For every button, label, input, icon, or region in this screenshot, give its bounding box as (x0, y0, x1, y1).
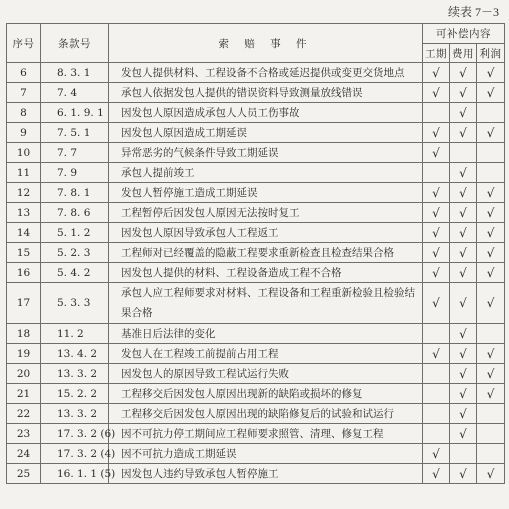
table-row (7, 283, 505, 324)
row-period-mark (423, 243, 450, 263)
row-event: 因发包人原因造成承包人人员工伤事故 (109, 103, 423, 123)
row-period-mark (423, 384, 450, 404)
table-row (7, 324, 505, 344)
row-cost-mark (450, 203, 477, 223)
check-mark-icon: √ (432, 245, 440, 260)
row-clause: 5. 2. 3 (41, 243, 109, 263)
row-profit-mark (477, 404, 505, 424)
row-profit-mark (477, 444, 505, 464)
table-row (7, 404, 505, 424)
check-mark-icon: √ (459, 386, 467, 401)
table-row (7, 464, 505, 484)
header-compensable: 可补偿内容 (423, 24, 505, 44)
row-number: 11 (7, 163, 41, 183)
row-clause: 5. 3. 3 (41, 283, 109, 324)
check-mark-icon: √ (459, 466, 467, 481)
table-row (7, 223, 505, 243)
row-number: 20 (7, 364, 41, 384)
table-row (7, 424, 505, 444)
row-number: 13 (7, 203, 41, 223)
check-mark-icon: √ (459, 326, 467, 341)
check-mark-icon: √ (432, 205, 440, 220)
row-event: 发包人提供材料、工程设备不合格或延迟提供或变更交货地点 (109, 63, 423, 83)
row-profit-mark (477, 424, 505, 444)
row-clause: 5. 4. 2 (41, 263, 109, 283)
row-period-mark (423, 324, 450, 344)
row-period-mark (423, 283, 450, 324)
row-cost-mark (450, 384, 477, 404)
check-mark-icon: √ (432, 145, 440, 160)
check-mark-icon: √ (486, 205, 495, 220)
check-mark-icon: √ (486, 225, 495, 240)
check-mark-icon: √ (432, 65, 440, 80)
table-row (7, 364, 505, 384)
row-profit-mark (477, 63, 505, 83)
row-period-mark (423, 364, 450, 384)
check-mark-icon: √ (432, 185, 440, 200)
row-profit-mark (477, 143, 505, 163)
table-row (7, 163, 505, 183)
check-mark-icon: √ (432, 296, 440, 310)
row-cost-mark (450, 63, 477, 83)
row-cost-mark (450, 223, 477, 243)
row-profit-mark (477, 103, 505, 123)
row-event: 因发包人原因导致承包人工程返工 (109, 223, 423, 243)
check-mark-icon: √ (459, 85, 467, 100)
row-period-mark (423, 203, 450, 223)
row-period-mark (423, 63, 450, 83)
row-event: 因发包人原因造成工期延误 (109, 123, 423, 143)
row-period-mark (423, 163, 450, 183)
row-cost-mark (450, 263, 477, 283)
check-mark-icon: √ (459, 125, 467, 140)
row-event: 发包人在工程竣工前提前占用工程 (109, 344, 423, 364)
row-clause: 7. 4 (41, 83, 109, 103)
row-number: 25 (7, 464, 41, 484)
check-mark-icon: √ (486, 466, 495, 481)
row-clause: 13. 3. 2 (41, 404, 109, 424)
check-mark-icon: √ (459, 205, 467, 220)
row-period-mark (423, 223, 450, 243)
row-number: 19 (7, 344, 41, 364)
check-mark-icon: √ (432, 225, 440, 240)
row-cost-mark (450, 324, 477, 344)
table-row (7, 63, 505, 83)
row-profit-mark (477, 324, 505, 344)
check-mark-icon: √ (486, 265, 495, 280)
row-cost-mark (450, 404, 477, 424)
header-event: 索 赔 事 件 (109, 24, 423, 63)
row-profit-mark (477, 283, 505, 324)
row-number: 6 (7, 63, 41, 83)
row-number: 17 (7, 283, 41, 324)
check-mark-icon: √ (486, 125, 495, 140)
check-mark-icon: √ (459, 165, 467, 180)
row-clause: 13. 3. 2 (41, 364, 109, 384)
row-clause: 7. 8. 1 (41, 183, 109, 203)
table-body (7, 63, 505, 484)
check-mark-icon: √ (432, 466, 440, 481)
row-clause: 8. 3. 1 (41, 63, 109, 83)
check-mark-icon: √ (459, 296, 467, 310)
check-mark-icon: √ (459, 105, 467, 120)
row-profit-mark (477, 223, 505, 243)
row-period-mark (423, 123, 450, 143)
row-cost-mark (450, 364, 477, 384)
row-profit-mark (477, 243, 505, 263)
check-mark-icon: √ (486, 346, 495, 361)
row-clause: 16. 1. 1 (5) (41, 464, 109, 484)
row-event: 承包人应工程师要求对材料、工程设备和工程重新检验且检验结果合格 (109, 283, 423, 324)
row-period-mark (423, 143, 450, 163)
row-number: 23 (7, 424, 41, 444)
check-mark-icon: √ (486, 245, 495, 260)
check-mark-icon: √ (459, 406, 467, 421)
header-no: 序号 (7, 24, 41, 63)
row-clause: 7. 5. 1 (41, 123, 109, 143)
row-clause: 5. 1. 2 (41, 223, 109, 243)
row-cost-mark (450, 143, 477, 163)
row-profit-mark (477, 384, 505, 404)
row-clause: 7. 9 (41, 163, 109, 183)
table-caption: 续表 7－3 (447, 5, 499, 19)
row-period-mark (423, 183, 450, 203)
row-period-mark (423, 344, 450, 364)
row-cost-mark (450, 464, 477, 484)
header-period: 工期 (423, 44, 450, 63)
row-number: 16 (7, 263, 41, 283)
row-cost-mark (450, 243, 477, 263)
check-mark-icon: √ (432, 346, 440, 361)
check-mark-icon: √ (459, 225, 467, 240)
row-profit-mark (477, 263, 505, 283)
row-clause: 7. 7 (41, 143, 109, 163)
row-clause: 7. 8. 6 (41, 203, 109, 223)
row-cost-mark (450, 444, 477, 464)
row-event: 因发包人的原因导致工程试运行失败 (109, 364, 423, 384)
check-mark-icon: √ (486, 386, 495, 401)
row-clause: 11. 2 (41, 324, 109, 344)
check-mark-icon: √ (432, 446, 440, 461)
row-event: 因发包人提供的材料、工程设备造成工程不合格 (109, 263, 423, 283)
row-event: 发包人暂停施工造成工期延误 (109, 183, 423, 203)
row-profit-mark (477, 344, 505, 364)
row-profit-mark (477, 364, 505, 384)
table-row (7, 83, 505, 103)
check-mark-icon: √ (432, 265, 440, 280)
check-mark-icon: √ (459, 346, 467, 361)
check-mark-icon: √ (486, 366, 495, 381)
row-number: 15 (7, 243, 41, 263)
check-mark-icon: √ (459, 65, 467, 80)
row-event: 工程移交后因发包人原因出现的缺陷修复后的试验和试运行 (109, 404, 423, 424)
row-clause: 17. 3. 2 (6) (41, 424, 109, 444)
row-profit-mark (477, 203, 505, 223)
row-number: 24 (7, 444, 41, 464)
row-profit-mark (477, 123, 505, 143)
row-number: 9 (7, 123, 41, 143)
row-event: 因发包人违约导致承包人暂停施工 (109, 464, 423, 484)
table-row (7, 123, 505, 143)
row-event: 工程移交后因发包人原因出现新的缺陷或损坏的修复 (109, 384, 423, 404)
row-number: 7 (7, 83, 41, 103)
row-event: 承包人依据发包人提供的错误资料导致测量放线错误 (109, 83, 423, 103)
row-event: 因不可抗力造成工期延误 (109, 444, 423, 464)
check-mark-icon: √ (486, 85, 495, 100)
row-period-mark (423, 83, 450, 103)
check-mark-icon: √ (459, 366, 467, 381)
row-clause: 17. 3. 2 (4) (41, 444, 109, 464)
row-number: 10 (7, 143, 41, 163)
header-clause: 条款号 (41, 24, 109, 63)
row-profit-mark (477, 163, 505, 183)
check-mark-icon: √ (459, 245, 467, 260)
row-cost-mark (450, 283, 477, 324)
check-mark-icon: √ (459, 185, 467, 200)
table-row (7, 263, 505, 283)
row-cost-mark (450, 424, 477, 444)
row-clause: 15. 2. 2 (41, 384, 109, 404)
row-number: 8 (7, 103, 41, 123)
check-mark-icon: √ (486, 185, 495, 200)
row-clause: 13. 4. 2 (41, 344, 109, 364)
table-row (7, 243, 505, 263)
table-row (7, 444, 505, 464)
header-cost: 费用 (450, 44, 477, 63)
row-period-mark (423, 464, 450, 484)
row-period-mark (423, 103, 450, 123)
row-cost-mark (450, 123, 477, 143)
check-mark-icon: √ (486, 296, 495, 310)
row-number: 22 (7, 404, 41, 424)
check-mark-icon: √ (459, 426, 467, 441)
row-cost-mark (450, 103, 477, 123)
row-profit-mark (477, 464, 505, 484)
row-period-mark (423, 444, 450, 464)
row-profit-mark (477, 83, 505, 103)
table-row (7, 203, 505, 223)
row-profit-mark (477, 183, 505, 203)
row-event: 工程师对已经覆盖的隐蔽工程要求重新检查且检查结果合格 (109, 243, 423, 263)
table-row (7, 183, 505, 203)
row-period-mark (423, 404, 450, 424)
check-mark-icon: √ (486, 65, 495, 80)
table-row (7, 103, 505, 123)
row-cost-mark (450, 344, 477, 364)
table-row (7, 344, 505, 364)
table-row (7, 384, 505, 404)
table-row (7, 143, 505, 163)
row-cost-mark (450, 183, 477, 203)
row-clause: 6. 1. 9. 1 (41, 103, 109, 123)
row-event: 工程暂停后因发包人原因无法按时复工 (109, 203, 423, 223)
row-number: 21 (7, 384, 41, 404)
row-period-mark (423, 263, 450, 283)
check-mark-icon: √ (432, 125, 440, 140)
header-profit: 利润 (477, 44, 505, 63)
row-period-mark (423, 424, 450, 444)
row-number: 12 (7, 183, 41, 203)
row-cost-mark (450, 83, 477, 103)
row-event: 基准日后法律的变化 (109, 324, 423, 344)
row-number: 14 (7, 223, 41, 243)
row-event: 异常恶劣的气候条件导致工期延误 (109, 143, 423, 163)
check-mark-icon: √ (432, 85, 440, 100)
row-event: 承包人提前竣工 (109, 163, 423, 183)
claims-table (6, 23, 505, 484)
row-number: 18 (7, 324, 41, 344)
row-cost-mark (450, 163, 477, 183)
row-event: 因不可抗力停工期间应工程师要求照管、清理、修复工程 (109, 424, 423, 444)
check-mark-icon: √ (459, 265, 467, 280)
